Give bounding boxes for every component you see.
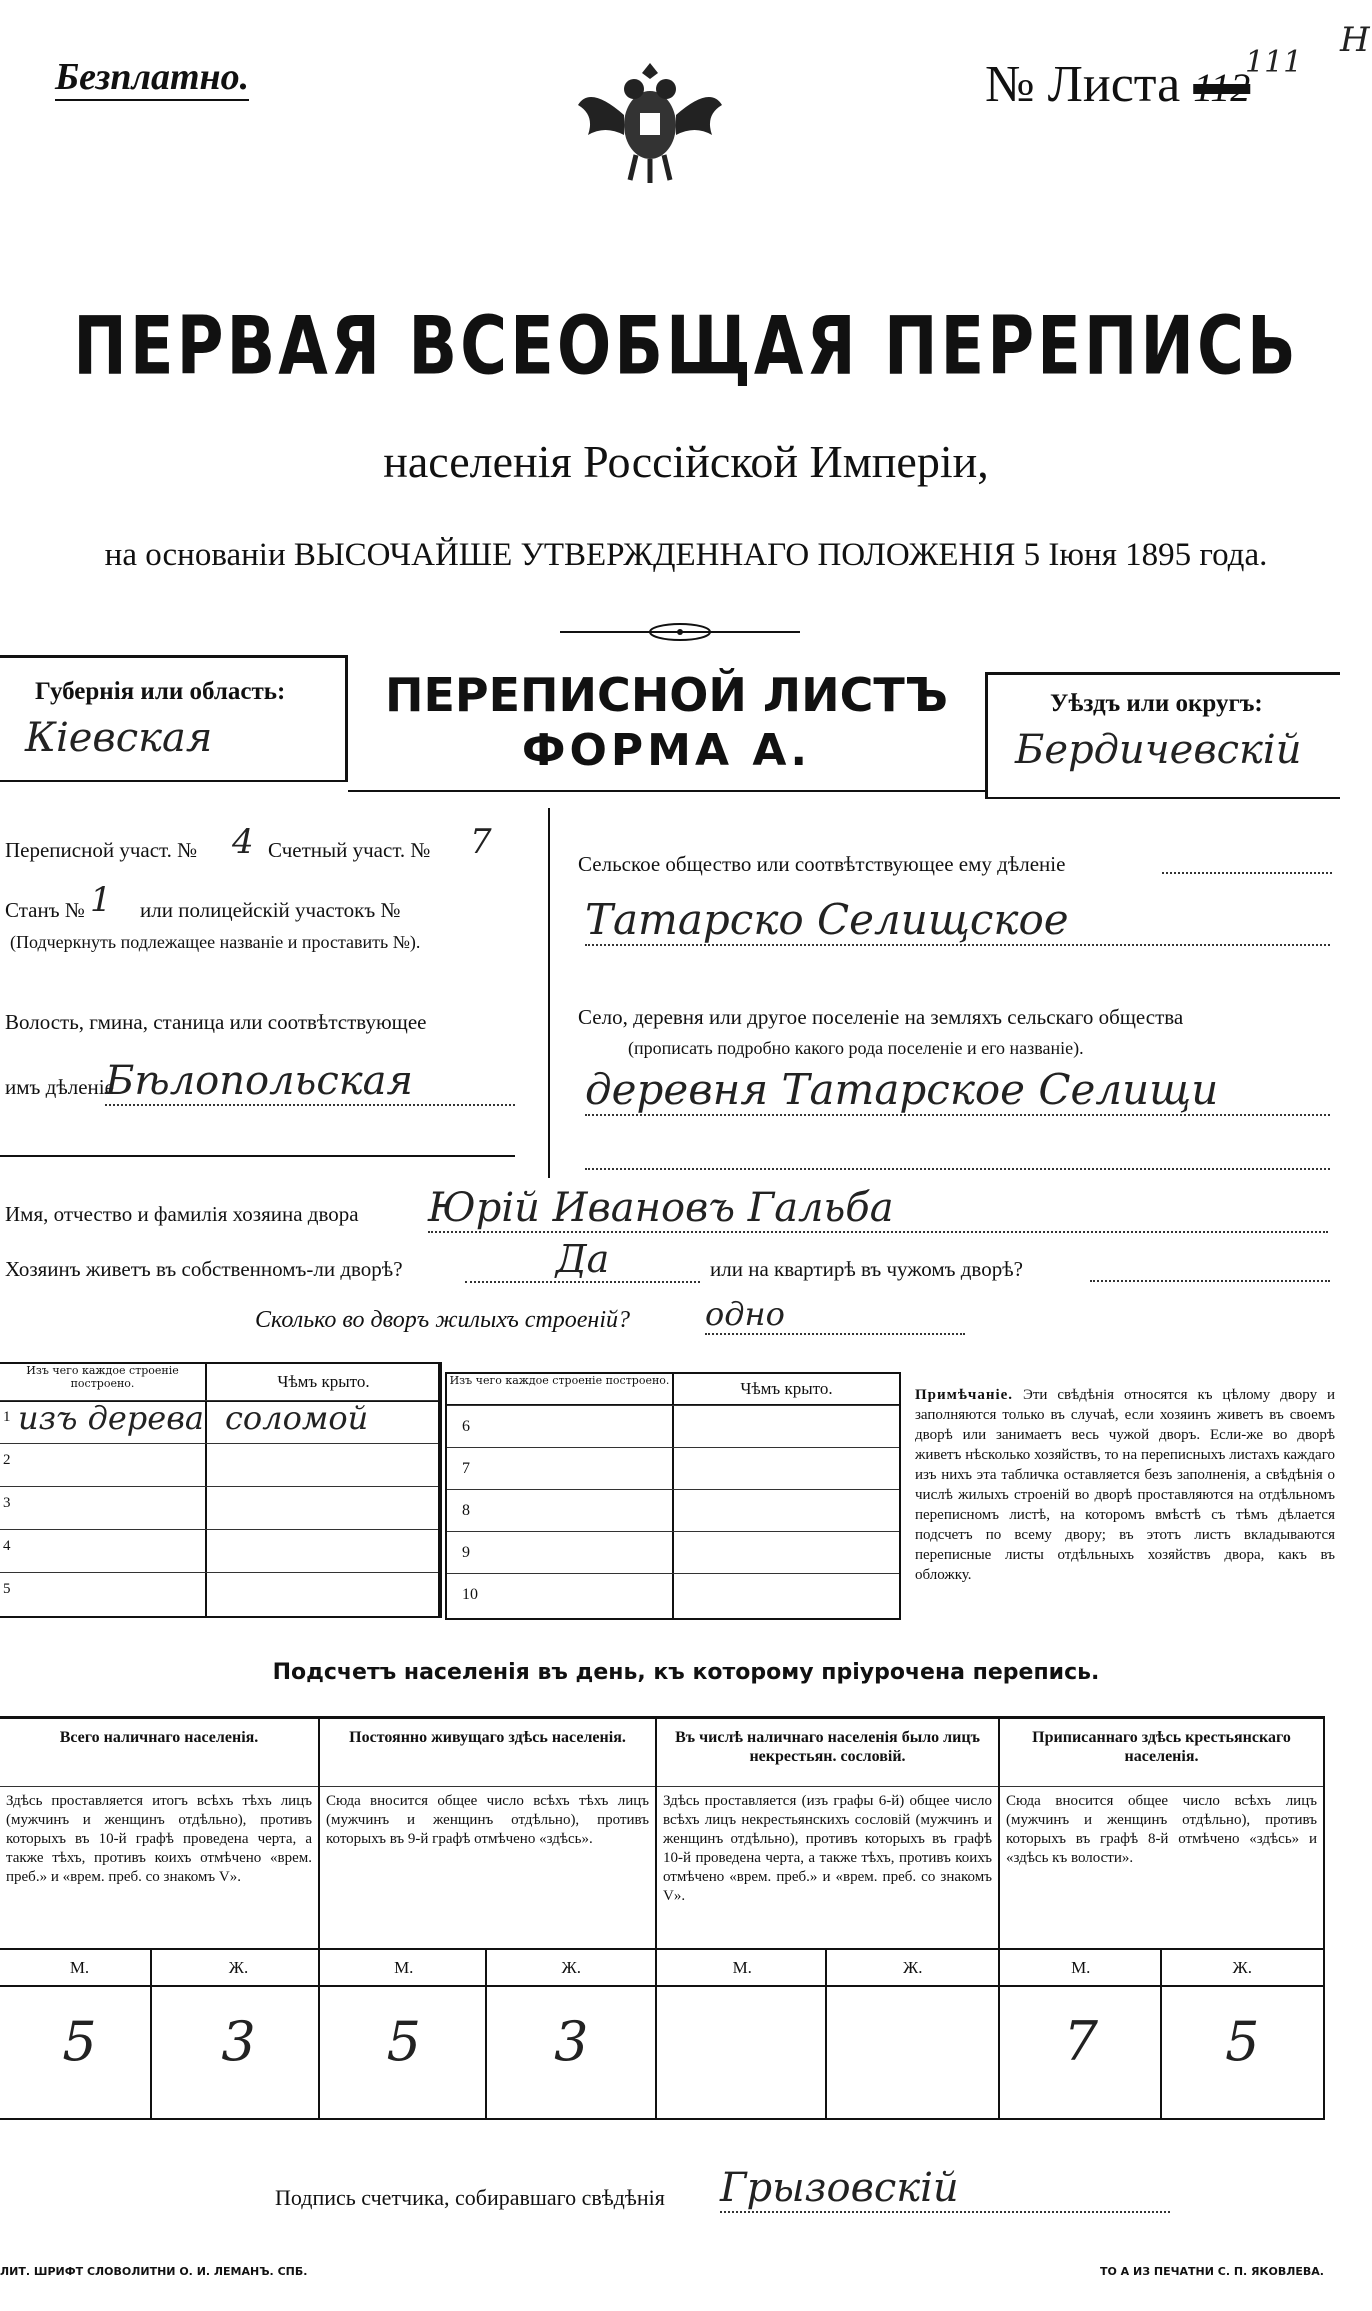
material-value: изъ дерева bbox=[18, 1399, 204, 1437]
table-row bbox=[0, 1443, 440, 1487]
note-body: Эти свѣдѣнія относятся къ цѣлому двору и заполняются только въ случаѣ, если хозяинъ живетъ въ своемъ дворѣ или занимаетъ весь чужой дворъ. Если-же во дворѣ живетъ нѣсколько хозяйствъ, то на переписныхъ листахъ каждаго изъ нихъ эта табличка оставляется безъ заполненія, а свѣдѣнія о числѣ жилыхъ строеній во дворѣ проставляются на отдѣльномъ переписномъ листѣ, на которомъ вмѣстѣ съ тѣмъ дѣлается подсчетъ по всему двору; въ этотъ листъ вкладываются переписные листы отдѣльныхъ хозяйствъ двора, какъ въ обложку. bbox=[915, 1387, 1335, 1583]
buildings-label: Сколько во дворъ жилыхъ строеній? bbox=[255, 1307, 630, 1333]
free-label: Безплатно. bbox=[55, 55, 249, 101]
roof-value: соломой bbox=[225, 1399, 369, 1437]
table-row bbox=[447, 1489, 899, 1532]
village-note: (прописать подробно какого рода поселеніе и его названіе). bbox=[628, 1038, 1084, 1058]
sheet-label: № Листа bbox=[985, 56, 1181, 113]
footer-right: ТО А ИЗ ПЕЧАТНИ С. П. ЯКОВЛЕВА. bbox=[1100, 2265, 1324, 2278]
district-label: Уѣздъ или округъ: bbox=[1050, 690, 1263, 717]
table-row bbox=[0, 1572, 440, 1616]
stan-value: 1 bbox=[90, 880, 112, 920]
col-material-header-2: Изъ чего каждое строеніе построено. bbox=[447, 1374, 674, 1406]
row-number: 5 bbox=[3, 1581, 11, 1597]
ornament-divider bbox=[560, 622, 800, 642]
owner-label: Имя, отчество и фамилія хозяина двора bbox=[5, 1202, 359, 1226]
male-count: 7 bbox=[1063, 2010, 1098, 2073]
count-column bbox=[657, 1720, 998, 2120]
count-column bbox=[0, 1720, 318, 2120]
sheet-number: 111 bbox=[1245, 45, 1303, 80]
female-label: Ж. bbox=[1232, 1958, 1252, 1977]
census-section-label: Переписной участ. № bbox=[5, 838, 198, 862]
count-column bbox=[1000, 1720, 1323, 2120]
row-number: 7 bbox=[462, 1460, 470, 1477]
village-label: Село, деревня или другое поселеніе на земляхъ сельскаго общества bbox=[578, 1005, 1184, 1029]
male-count: 5 bbox=[62, 2010, 97, 2073]
table-row bbox=[0, 1400, 440, 1444]
female-count: 5 bbox=[1225, 2010, 1260, 2073]
male-label: М. bbox=[1071, 1958, 1091, 1977]
province-label: Губернія или область: bbox=[35, 678, 286, 705]
owner-value: Юрій Ивановъ Гальба bbox=[428, 1185, 1328, 1233]
sub-title: населенія Россійской Имперіи, bbox=[383, 436, 989, 487]
female-count: 3 bbox=[554, 2010, 589, 2073]
volost-label-2: имъ дѣленіе bbox=[5, 1075, 114, 1099]
sheet-number-crossed: 112 bbox=[1193, 65, 1251, 110]
row-number: 2 bbox=[3, 1452, 11, 1468]
rent-label: или на квартирѣ въ чужомъ дворѣ? bbox=[710, 1257, 1023, 1281]
count-column-desc: Сюда вносится общее число всѣхъ тѣхъ лицъ (мужчинъ и женщинъ отдѣльно), противъ которыхъ въ 9-й графѣ отмѣчено «здѣсь». bbox=[326, 1793, 649, 1847]
note-lead: Примѣчаніе. bbox=[915, 1387, 1014, 1403]
count-column-desc: Здѣсь проставляется итогъ всѣхъ тѣхъ лицъ (мужчинъ и женщинъ отдѣльно), противъ которыхъ въ 10-й графѣ проведена черта, а также тѣхъ, противъ коихъ отмѣчено «врем. преб.» и «врем. преб. со знакомъ V». bbox=[6, 1793, 312, 1885]
stan-rest: или полицейскій участокъ № bbox=[140, 898, 401, 922]
corner-mark: Н bbox=[1340, 20, 1370, 60]
count-column bbox=[320, 1720, 655, 2120]
volost-value: Бѣлопольская bbox=[105, 1058, 515, 1106]
note-text bbox=[915, 1385, 1335, 1585]
buildings-value: одно bbox=[705, 1295, 965, 1335]
col-material-header: Изъ чего каждое строеніе построено. bbox=[0, 1364, 207, 1402]
coat-of-arms-icon bbox=[570, 55, 730, 185]
count-column-head: Въ числѣ наличнаго населенія было лицъ некрестьян. сословій. bbox=[675, 1729, 980, 1765]
stan-note: (Подчеркнуть подлежащее названіе и проставить №). bbox=[10, 932, 421, 952]
row-number: 3 bbox=[3, 1495, 11, 1511]
male-label: М. bbox=[732, 1958, 752, 1977]
row-number: 4 bbox=[3, 1538, 11, 1554]
society-value: Татарско Селищское bbox=[585, 895, 1330, 946]
province-value: Кіевская bbox=[25, 715, 213, 761]
row-number: 8 bbox=[462, 1502, 470, 1519]
male-label: М. bbox=[69, 1958, 90, 1977]
count-column-head: Приписаннаго здѣсь крестьянскаго населенія. bbox=[1032, 1729, 1291, 1765]
sheet-number-area bbox=[985, 55, 1250, 114]
table-row bbox=[447, 1405, 899, 1448]
count-column-head: Постоянно живущаго здѣсь населенія. bbox=[349, 1729, 626, 1746]
district-value: Бердичевскій bbox=[1015, 727, 1302, 773]
count-column-head: Всего наличнаго населенія. bbox=[59, 1729, 259, 1746]
table-row bbox=[447, 1447, 899, 1490]
form-title: ПЕРЕПИСНОЙ ЛИСТЪ bbox=[385, 668, 948, 722]
signature-label: Подпись счетчика, собиравшаго свѣдѣнія bbox=[275, 2185, 665, 2210]
basis-line: на основаніи ВЫСОЧАЙШЕ УТВЕРЖДЕННАГО ПОЛОЖЕНІЯ 5 Іюня 1895 года. bbox=[104, 537, 1268, 573]
main-title: ПЕРВАЯ ВСЕОБЩАЯ ПЕРЕПИСЬ bbox=[73, 300, 1299, 394]
count-section-label: Счетный участ. № bbox=[268, 838, 431, 862]
col-roof-header-2: Чѣмъ крыто. bbox=[674, 1374, 899, 1406]
count-section-value: 7 bbox=[470, 822, 492, 862]
own-yard-label: Хозяинъ живетъ въ собственномъ-ли дворѣ? bbox=[5, 1257, 403, 1281]
table-row bbox=[0, 1486, 440, 1530]
table-row bbox=[0, 1529, 440, 1573]
row-number: 6 bbox=[462, 1418, 470, 1435]
footer-left: ЛИТ. ШРИФТ СЛОВОЛИТНИ О. И. ЛЕМАНЪ. СПБ. bbox=[0, 2265, 308, 2278]
row-number: 1 bbox=[3, 1409, 11, 1425]
male-count: 5 bbox=[386, 2010, 421, 2073]
count-column-desc: Сюда вносится общее число всѣхъ лицъ (мужчинъ и женщинъ отдѣльно), противъ которыхъ въ графѣ 8-й отмѣчено «здѣсь» и «здѣсь къ волости». bbox=[1006, 1793, 1317, 1866]
row-number: 9 bbox=[462, 1544, 470, 1561]
census-section-value: 4 bbox=[232, 822, 254, 862]
table-row bbox=[447, 1573, 899, 1616]
female-label: Ж. bbox=[561, 1958, 581, 1977]
table-row bbox=[447, 1531, 899, 1574]
village-value: деревня Татарское Селищи bbox=[585, 1065, 1330, 1116]
count-title: Подсчетъ населенія въ день, къ которому пріурочена перепись. bbox=[272, 1660, 1100, 1685]
count-column-desc: Здѣсь проставляется (изъ графы 6-й) общее число всѣхъ лицъ некрестьянскихъ сословій (мужчинъ и женщинъ отдѣльно), противъ которыхъ въ графѣ 10-й проведена черта, а также тѣхъ, противъ коихъ отмѣчено «врем. преб.» и «врем. преб. со знакомъ V». bbox=[663, 1793, 992, 1904]
female-label: Ж. bbox=[903, 1958, 923, 1977]
volost-label: Волость, гмина, станица или соотвѣтствующее bbox=[5, 1010, 427, 1034]
female-count: 3 bbox=[221, 2010, 256, 2073]
row-number: 10 bbox=[462, 1586, 478, 1603]
signature-value: Грызовскій bbox=[720, 2165, 1170, 2213]
own-yard-value: Да bbox=[465, 1237, 700, 1283]
female-label: Ж. bbox=[228, 1958, 249, 1977]
form-subtitle: ФОРМА А. bbox=[521, 725, 812, 776]
male-label: М. bbox=[394, 1958, 414, 1977]
society-label: Сельское общество или соотвѣтствующее ему дѣленіе bbox=[578, 852, 1066, 876]
col-roof-header: Чѣмъ крыто. bbox=[207, 1364, 440, 1402]
stan-label: Станъ № bbox=[5, 898, 85, 922]
